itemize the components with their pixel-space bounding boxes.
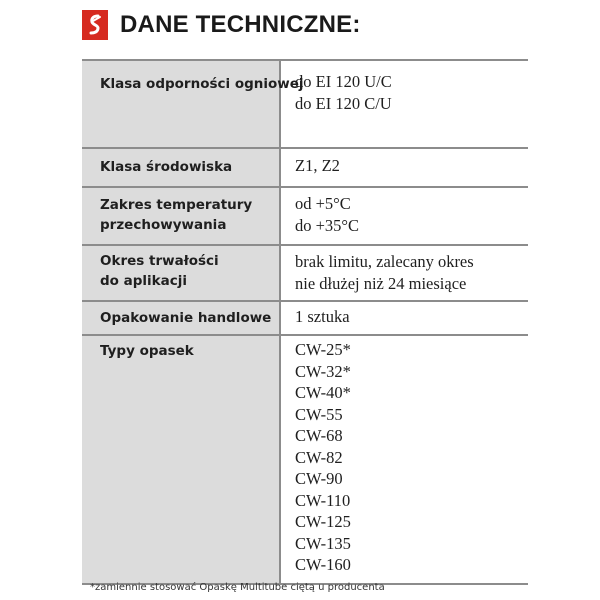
technical-data-table	[82, 59, 528, 585]
value-line: CW-90	[295, 469, 343, 488]
value-line: 1 sztuka	[295, 307, 350, 326]
value-line: brak limitu, zalecany okres	[295, 252, 474, 271]
table-row-environment-class	[82, 147, 528, 186]
row-value	[281, 188, 528, 244]
value-line: CW-68	[295, 426, 343, 445]
red-s-logo-icon	[82, 10, 108, 40]
label-line: przechowywania	[100, 217, 227, 233]
value-line: nie dłużej niż 24 miesiące	[295, 273, 467, 293]
row-label	[82, 188, 281, 244]
value-line: do EI 120 U/C	[295, 72, 392, 91]
value-line: CW-125	[295, 512, 351, 531]
value-line: od +5°C	[295, 194, 351, 213]
value-line: Z1, Z2	[295, 156, 340, 175]
table-row-packaging	[82, 300, 528, 334]
footnote: *zamiennie stosować Opaskę Multitube ciętą u producenta	[90, 582, 385, 593]
value-line: do EI 120 C/U	[295, 93, 392, 113]
row-value	[281, 302, 528, 334]
value-line: CW-55	[295, 404, 343, 424]
row-value	[281, 336, 528, 583]
value-line: CW-135	[295, 533, 351, 553]
page-title: DANE TECHNICZNE:	[120, 11, 361, 38]
label-line: Klasa odporności ogniowej	[100, 76, 304, 92]
label-line: Zakres temperatury	[100, 197, 253, 213]
table-row-fire-resistance	[82, 61, 528, 147]
table-row-band-types	[82, 334, 528, 583]
row-label	[82, 302, 281, 334]
value-line: do +35°C	[295, 215, 360, 235]
row-value	[281, 61, 528, 147]
label-line: do aplikacji	[100, 273, 188, 289]
table-row-storage-temperature	[82, 186, 528, 244]
label-line: Klasa środowiska	[100, 159, 233, 175]
table-row-shelf-life	[82, 244, 528, 300]
label-line: Okres trwałości	[100, 253, 219, 269]
row-label	[82, 149, 281, 186]
row-value	[281, 149, 528, 186]
value-line: CW-110	[295, 490, 351, 510]
label-line: Opakowanie handlowe	[100, 310, 272, 326]
row-label	[82, 61, 304, 147]
value-line: CW-82	[295, 447, 343, 467]
page-header	[82, 8, 361, 42]
row-label	[82, 246, 281, 300]
value-line: CW-160	[295, 555, 351, 574]
row-label	[82, 336, 281, 583]
row-value	[281, 246, 528, 300]
value-line: CW-25*	[295, 340, 351, 359]
value-line: CW-32*	[295, 361, 351, 381]
value-line: CW-40*	[295, 383, 351, 402]
label-line: Typy opasek	[100, 343, 194, 359]
